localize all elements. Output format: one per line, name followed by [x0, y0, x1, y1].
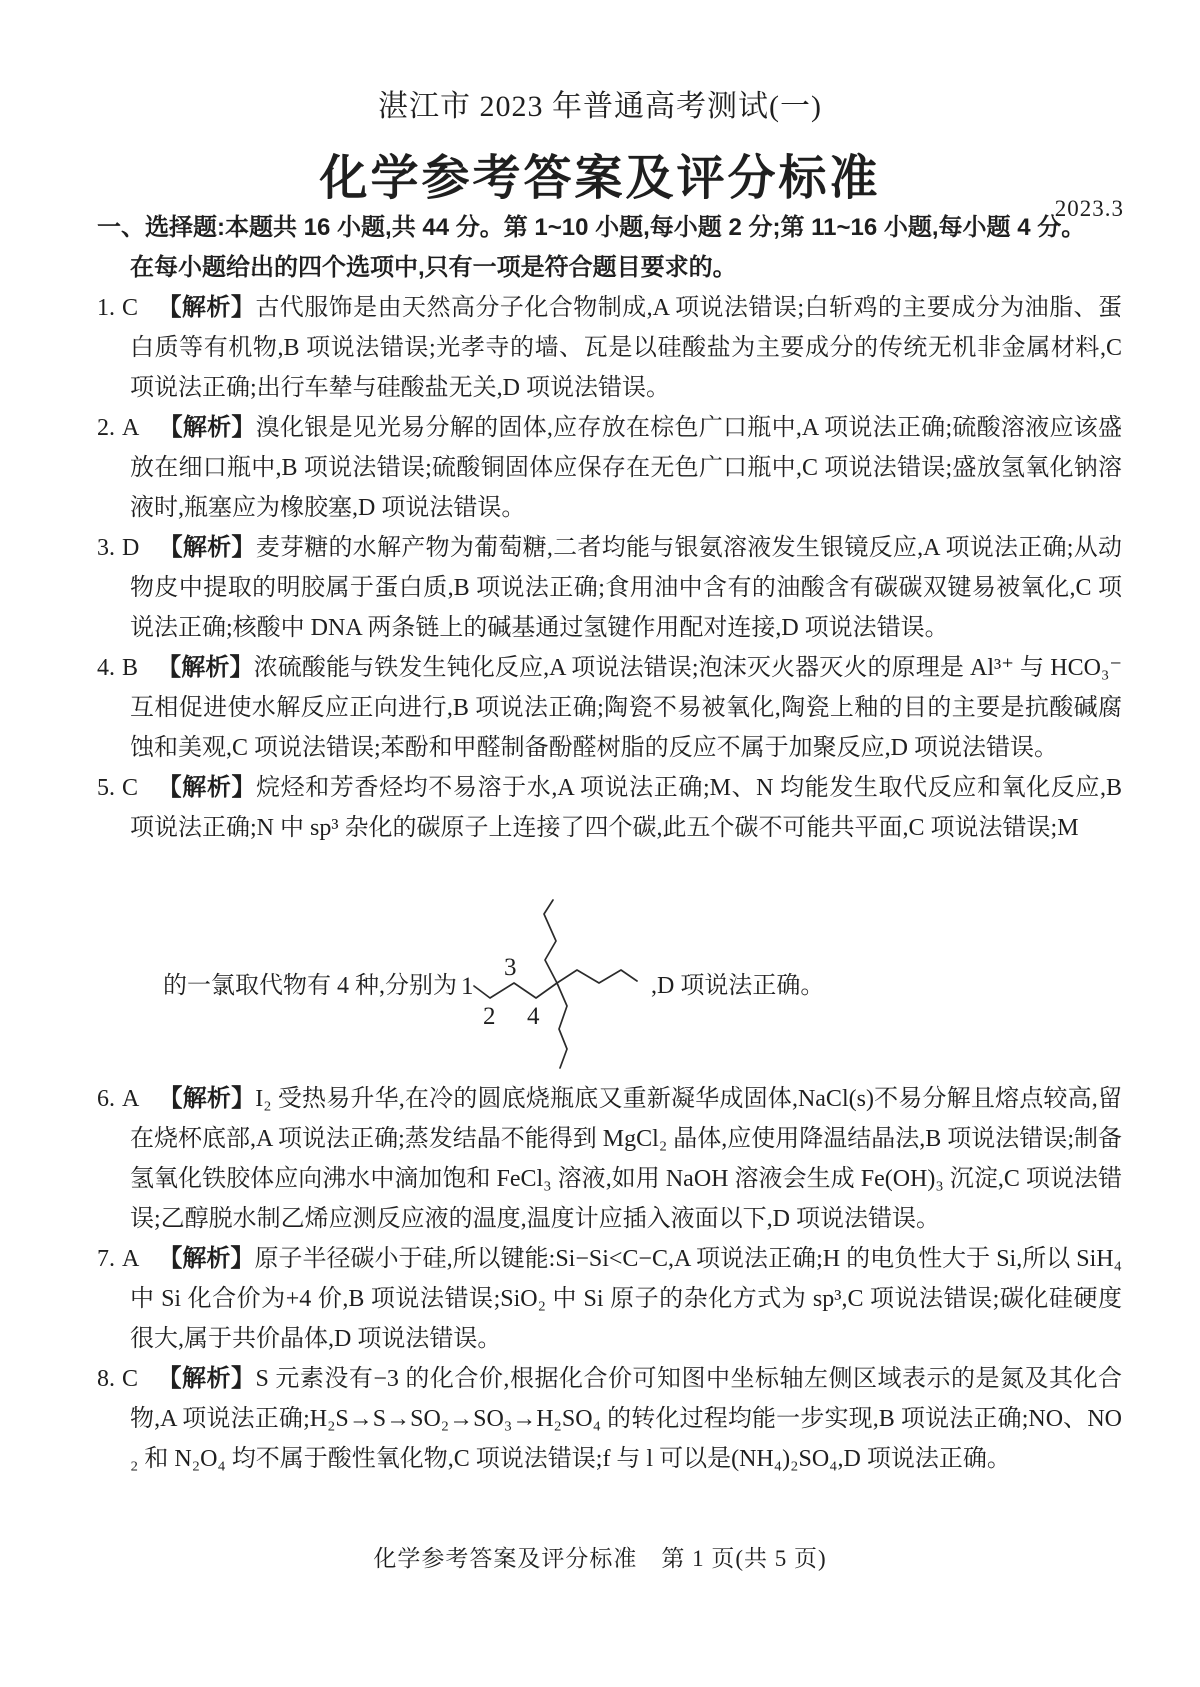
analysis-label: 【解析】 — [157, 294, 256, 321]
question-number: 6. — [97, 1086, 115, 1112]
carbon-position-label-4: 4 — [527, 1003, 540, 1030]
structure-lead-text: 的一氯取代物有 4 种,分别为 — [163, 972, 457, 999]
question-answer: C — [122, 775, 139, 801]
document-date: 2023.3 — [1054, 196, 1124, 221]
analysis-label: 【解析】 — [157, 1365, 256, 1392]
question-answer: A — [122, 415, 140, 441]
question-answer: A — [122, 1246, 140, 1272]
question-answer: C — [122, 295, 139, 321]
page-footer: 化学参考答案及评分标准 第 1 页(共 5 页) — [373, 1546, 827, 1571]
question-answer: C — [122, 1366, 139, 1392]
question-number: 8. — [97, 1366, 115, 1392]
question-number: 7. — [97, 1246, 115, 1272]
question-answer: B — [122, 655, 139, 681]
question-4 — [97, 648, 1122, 768]
analysis-text: 麦芽糖的水解产物为葡萄糖,二者均能与银氨溶液发生银镜反应,A 项说法正确;从动物皮中提取的明胶属于蛋白质,B 项说法正确;食用油中含有的油酸含有碳碳双键易被氧化,C 项说法正确;核酸中 DNA 两条链上的碱基通过氢键作用配对连接,D 项说法错误。 — [130, 535, 1122, 641]
question-1 — [97, 288, 1122, 408]
analysis-text: 浓硫酸能与铁发生钝化反应,A 项说法错误;泡沫灭火器灭火的原理是 Al³⁺ 与 HCO₃⁻ 互相促进使水解反应正向进行,B 项说法正确;陶瓷不易被氧化,陶瓷上釉的目的主要是抗酸碱腐蚀和美观,C 项说法错误;苯酚和甲醛制备酚醛树脂的反应不属于加聚反应,D 项说法错误。 — [130, 655, 1122, 761]
question-number: 3. — [97, 535, 115, 561]
exam-title: 湛江市 2023 年普通高考测试(一) — [378, 90, 822, 123]
analysis-label: 【解析】 — [158, 1245, 255, 1272]
answer-content — [97, 208, 1122, 1479]
question-number: 4. — [97, 655, 115, 681]
question-5-structure-line — [163, 896, 1122, 1075]
question-8 — [97, 1359, 1122, 1479]
analysis-text: 溴化银是见光易分解的固体,应存放在棕色广口瓶中,A 项说法正确;硫酸溶液应该盛放在细口瓶中,B 项说法错误;硫酸铜固体应保存在无色广口瓶中,C 项说法错误;盛放氢氧化钠溶液时,瓶塞应为橡胶塞,D 项说法错误。 — [130, 415, 1122, 521]
question-number: 1. — [97, 295, 115, 321]
carbon-position-label-2: 2 — [483, 1003, 496, 1030]
question-2 — [97, 408, 1122, 528]
question-7 — [97, 1239, 1122, 1359]
section-heading — [97, 208, 1122, 288]
analysis-text: I₂ 受热易升华,在冷的圆底烧瓶底又重新凝华成固体,NaCl(s)不易分解且熔点较高,留在烧杯底部,A 项说法正确;蒸发结晶不能得到 MgCl₂ 晶体,应使用降温结晶法,B 项说法错误;制备氢氧化铁胶体应向沸水中滴加饱和 FeCl₃ 溶液,如用 NaOH 溶液会生成 Fe(OH)₃ 沉淀,C 项说法错误;乙醇脱水制乙烯应测反应液的温度,温度计应插入液面以下,D 项说法错误。 — [130, 1086, 1122, 1232]
section-heading-line2: 在每小题给出的四个选项中,只有一项是符合题目要求的。 — [130, 254, 737, 281]
lower-branch-bond — [557, 983, 567, 1068]
upper-branch-bond — [544, 900, 557, 983]
structure-tail-text: ,D 项说法正确。 — [651, 972, 825, 999]
analysis-label: 【解析】 — [158, 414, 256, 441]
analysis-label: 【解析】 — [157, 774, 257, 801]
carbon-position-label-1: 1 — [461, 973, 474, 1000]
analysis-text: 古代服饰是由天然高分子化合物制成,A 项说法错误;白斩鸡的主要成分为油脂、蛋白质等有机物,B 项说法错误;光孝寺的墙、瓦是以硅酸盐为主要成分的传统无机非金属材料,C 项说法正确;出行车辇与硅酸盐无关,D 项说法错误。 — [130, 295, 1122, 401]
subject-title: 化学参考答案及评分标准 — [319, 152, 881, 205]
section-heading-line1: 一、选择题:本题共 16 小题,共 44 分。第 1~10 小题,每小题 2 分;第 11~16 小题,每小题 4 分。 — [97, 214, 1086, 241]
question-6 — [97, 1079, 1122, 1239]
question-answer: D — [122, 535, 140, 561]
question-3 — [97, 528, 1122, 648]
question-number: 2. — [97, 415, 115, 441]
question-number: 5. — [97, 775, 115, 801]
question-answer: A — [122, 1086, 140, 1112]
analysis-label: 【解析】 — [158, 534, 256, 561]
analysis-label: 【解析】 — [158, 1085, 256, 1112]
question-5 — [97, 768, 1122, 1075]
analysis-text: 原子半径碳小于硅,所以键能:Si−Si<C−C,A 项说法正确;H 的电负性大于 Si,所以 SiH₄ 中 Si 化合价为+4 价,B 项说法错误;SiO₂ 中 Si 原子的杂化方式为 sp³,C 项说法错误;碳化硅硬度很大,属于共价晶体,D 项说法错误。 — [130, 1246, 1123, 1352]
main-chain-bond — [474, 970, 637, 998]
title-row — [0, 150, 1200, 221]
carbon-position-label-3: 3 — [504, 954, 517, 981]
analysis-text: 烷烃和芳香烃均不易溶于水,A 项说法正确;M、N 均能发生取代反应和氧化反应,B 项说法正确;N 中 sp³ 杂化的碳原子上连接了四个碳,此五个碳不可能共平面,C 项说法错误;M — [130, 775, 1122, 841]
analysis-label: 【解析】 — [157, 654, 254, 681]
molecule-skeletal-structure — [459, 896, 649, 1075]
analysis-text: S 元素没有−3 的化合价,根据化合价可知图中坐标轴左侧区域表示的是氮及其化合物,A 项说法正确;H₂S→S→SO₂→SO₃→H₂SO₄ 的转化过程均能一步实现,B 项说法正确;NO、NO₂ 和 N₂O₄ 均不属于酸性氧化物,C 项说法错误;f 与 l 可以是(NH₄)₂SO₄,D 项说法正确。 — [130, 1366, 1122, 1472]
